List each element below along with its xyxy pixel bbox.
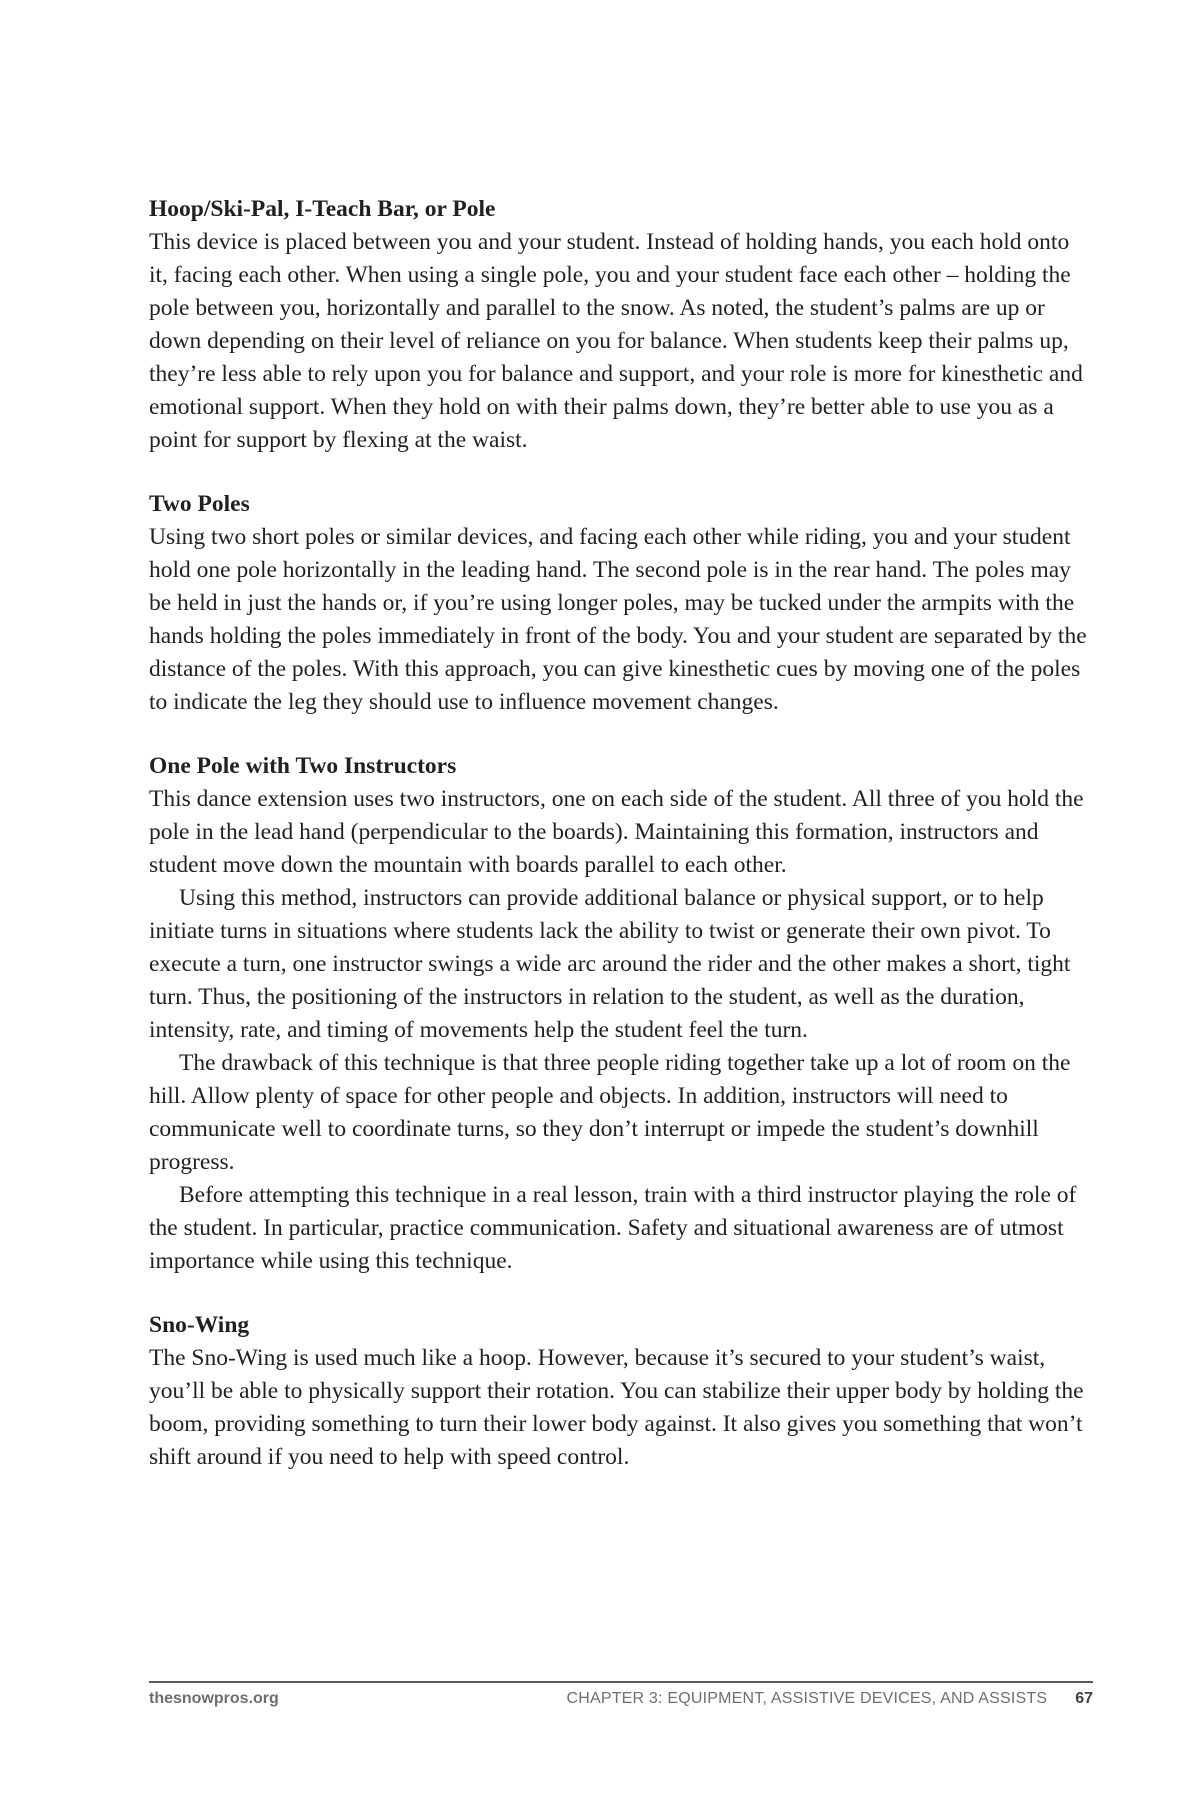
page-footer	[149, 1681, 1093, 1708]
section-one-pole-two-instructors	[149, 750, 1093, 1278]
section-sno-wing	[149, 1309, 1093, 1474]
section-paragraph: The drawback of this technique is that three people riding together take up a lot of room on the hill. Allow plenty of space for other people and objects. In addition, instructors will need to communicate well to coordinate turns, so they don’t interrupt or impede the student’s downhill progress.	[149, 1050, 1071, 1175]
section-paragraph: The Sno-Wing is used much like a hoop. However, because it’s secured to your student’s waist, you’ll be able to physically support their rotation. You can stabilize their upper body by holding the boom, providing something to turn their lower body against. It also gives you something that won’t shift around if you need to help with speed control.	[149, 1345, 1084, 1470]
section-heading: Sno-Wing	[149, 1312, 250, 1338]
section-hoop-ski-pal	[149, 193, 1093, 457]
section-two-poles	[149, 488, 1093, 719]
section-paragraph: Using two short poles or similar devices, and facing each other while riding, you and your student hold one pole horizontally in the leading hand. The second pole is in the rear hand. The poles may be held in just the hands or, if you’re using longer poles, may be tucked under the armpits with the hands holding the poles immediately in front of the body. You and your student are separated by the distance of the poles. With this approach, you can give kinesthetic cues by moving one of the poles to indicate the leg they should use to influence movement changes.	[149, 524, 1087, 715]
footer-chapter-title: CHAPTER 3: EQUIPMENT, ASSISTIVE DEVICES, AND ASSISTS	[566, 1690, 1048, 1707]
footer-site-link: thesnowpros.org	[149, 1690, 279, 1707]
section-paragraph: This device is placed between you and your student. Instead of holding hands, you each hold onto it, facing each other. When using a single pole, you and your student face each other – holding the pole between you, horizontally and parallel to the snow. As noted, the student’s palms are up or down depending on their level of reliance on you for balance. When students keep their palms up, they’re less able to rely upon you for balance and support, and your role is more for kinesthetic and emotional support. When they hold on with their palms down, they’re better able to use you as a point for support by flexing at the waist.	[149, 229, 1083, 453]
footer-page-number: 67	[1075, 1690, 1093, 1707]
section-paragraph: Before attempting this technique in a real lesson, train with a third instructor playing the role of the student. In particular, practice communication. Safety and situational awareness are of utmost importance while using this technique.	[149, 1182, 1077, 1274]
section-paragraph: This dance extension uses two instructors, one on each side of the student. All three of you hold the pole in the lead hand (perpendicular to the boards). Maintaining this formation, instructors and student move down the mountain with boards parallel to each other.	[149, 786, 1084, 878]
footer-right-group	[566, 1690, 1093, 1708]
page-content	[149, 193, 1093, 1505]
section-heading: One Pole with Two Instructors	[149, 753, 457, 779]
section-heading: Hoop/Ski-Pal, I-Teach Bar, or Pole	[149, 196, 496, 222]
section-paragraph: Using this method, instructors can provide additional balance or physical support, or to help initiate turns in situations where students lack the ability to twist or generate their own pivot. To execute a turn, one instructor swings a wide arc around the rider and the other makes a short, tight turn. Thus, the positioning of the instructors in relation to the student, as well as the duration, intensity, rate, and timing of movements help the student feel the turn.	[149, 885, 1071, 1043]
section-heading: Two Poles	[149, 491, 250, 517]
